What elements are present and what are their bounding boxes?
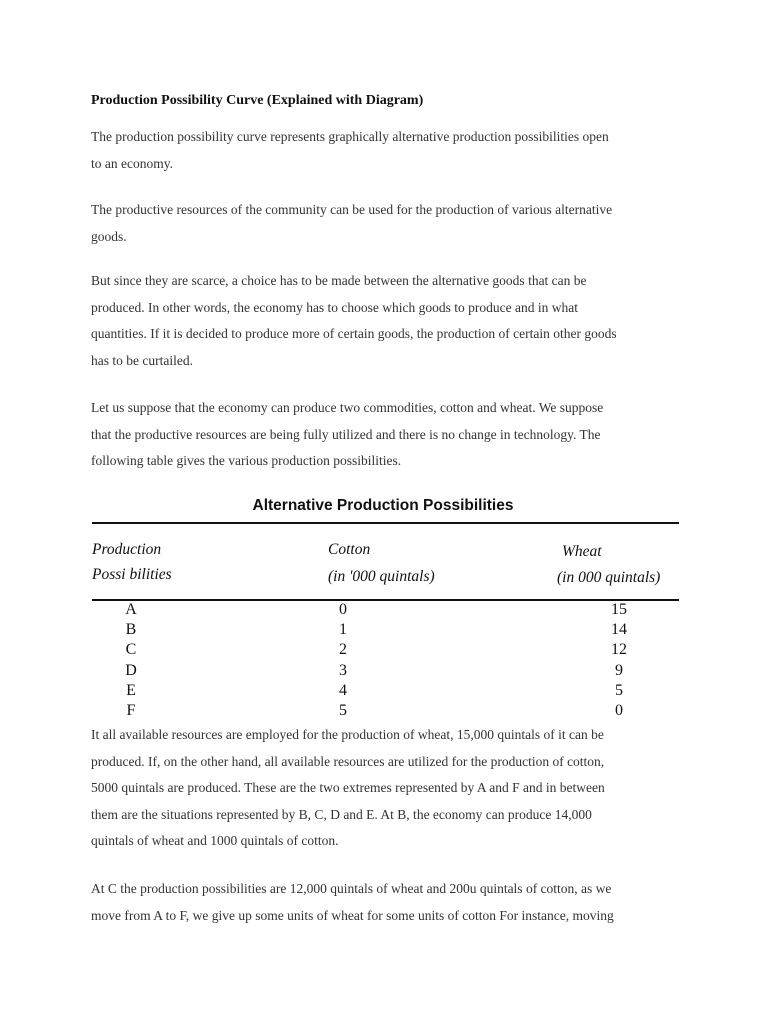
paragraph-resources [91,197,691,250]
table-cell: 0 [615,701,623,719]
page-title: Production Possibility Curve (Explained with Diagram) [91,93,424,108]
table-cell: B [125,621,137,639]
table-cell: 15 [611,601,627,618]
text-line: produced. In other words, the economy has to choose which goods to produce and in what [91,299,579,315]
table-cell: D [125,661,137,679]
table-cell: 3 [339,661,347,679]
table-cell: 9 [615,661,623,679]
paragraph-intro [91,124,691,177]
text-line: following table gives the various production possibilities. [91,453,402,468]
header-cotton-line2: (in '000 quintals) [328,568,435,585]
table-cell: 5 [339,701,347,719]
text-line: them are the situations represented by B, C, D and E. At B, the economy can produce 14,000 [91,806,592,822]
text-line: It all available resources are employed for the production of wheat, 15,000 quintals of it can be [91,727,604,742]
table-cell: F [126,701,136,719]
text-line: quantities. If it is decided to produce more of certain goods, the production of certain other goods [91,326,617,341]
table-heading [0,497,768,515]
paragraph-extremes [91,722,691,855]
paragraph-assumption [91,395,691,475]
table-header-rule [92,599,679,601]
text-line: goods. [91,228,127,244]
text-line: The productive resources of the community can be used for the production of various alternative [91,202,613,217]
text-line: produced. If, on the other hand, all available resources are utilized for the production of cotton, [91,753,605,769]
table-cell: 2 [339,641,347,659]
header-wheat-line1: Wheat [562,543,602,560]
table-cell: 5 [615,681,623,699]
text-line: Let us suppose that the economy can produce two commodities, cotton and wheat. We suppose [91,400,604,415]
text-line: The production possibility curve represents graphically alternative production possibilities open [91,129,609,144]
table-cell: 12 [611,641,627,659]
text-line: that the productive resources are being fully utilized and there is no change in technology. The [91,426,601,442]
text-line: to an economy. [91,155,173,171]
table-cell: E [126,681,136,699]
table-column-possibility [116,600,146,721]
table-cell: A [125,601,137,618]
table-cell: 0 [339,601,347,618]
table-cell: 14 [611,621,627,639]
text-line: But since they are scarce, a choice has to be made between the alternative goods that can be [91,273,587,288]
table-cell: 1 [339,621,347,639]
header-wheat-line2: (in 000 quintals) [557,569,661,586]
text-line: 5000 quintals are produced. These are the two extremes represented by A and F and in between [91,780,605,795]
table-heading-text: Alternative Production Possibilities [252,497,514,514]
text-line: move from A to F, we give up some units of wheat for some units of cotton For instance, moving [91,907,614,923]
table-cell: C [125,641,137,659]
table-column-wheat [604,600,634,721]
text-line: quintals of wheat and 1000 quintals of cotton. [91,833,339,848]
table-column-cotton [328,600,358,721]
table-top-rule [92,522,679,524]
header-production-line2: Possi bilities [92,566,172,583]
table-cell: 4 [339,681,347,699]
paragraph-tradeoff [91,876,691,929]
text-line: has to be curtailed. [91,352,193,368]
text-line: At C the production possibilities are 12,000 quintals of wheat and 200u quintals of cotton, as we [91,881,612,896]
paragraph-scarcity [91,268,691,374]
header-production-line1: Production [92,541,162,558]
header-cotton-line1: Cotton [328,541,371,558]
